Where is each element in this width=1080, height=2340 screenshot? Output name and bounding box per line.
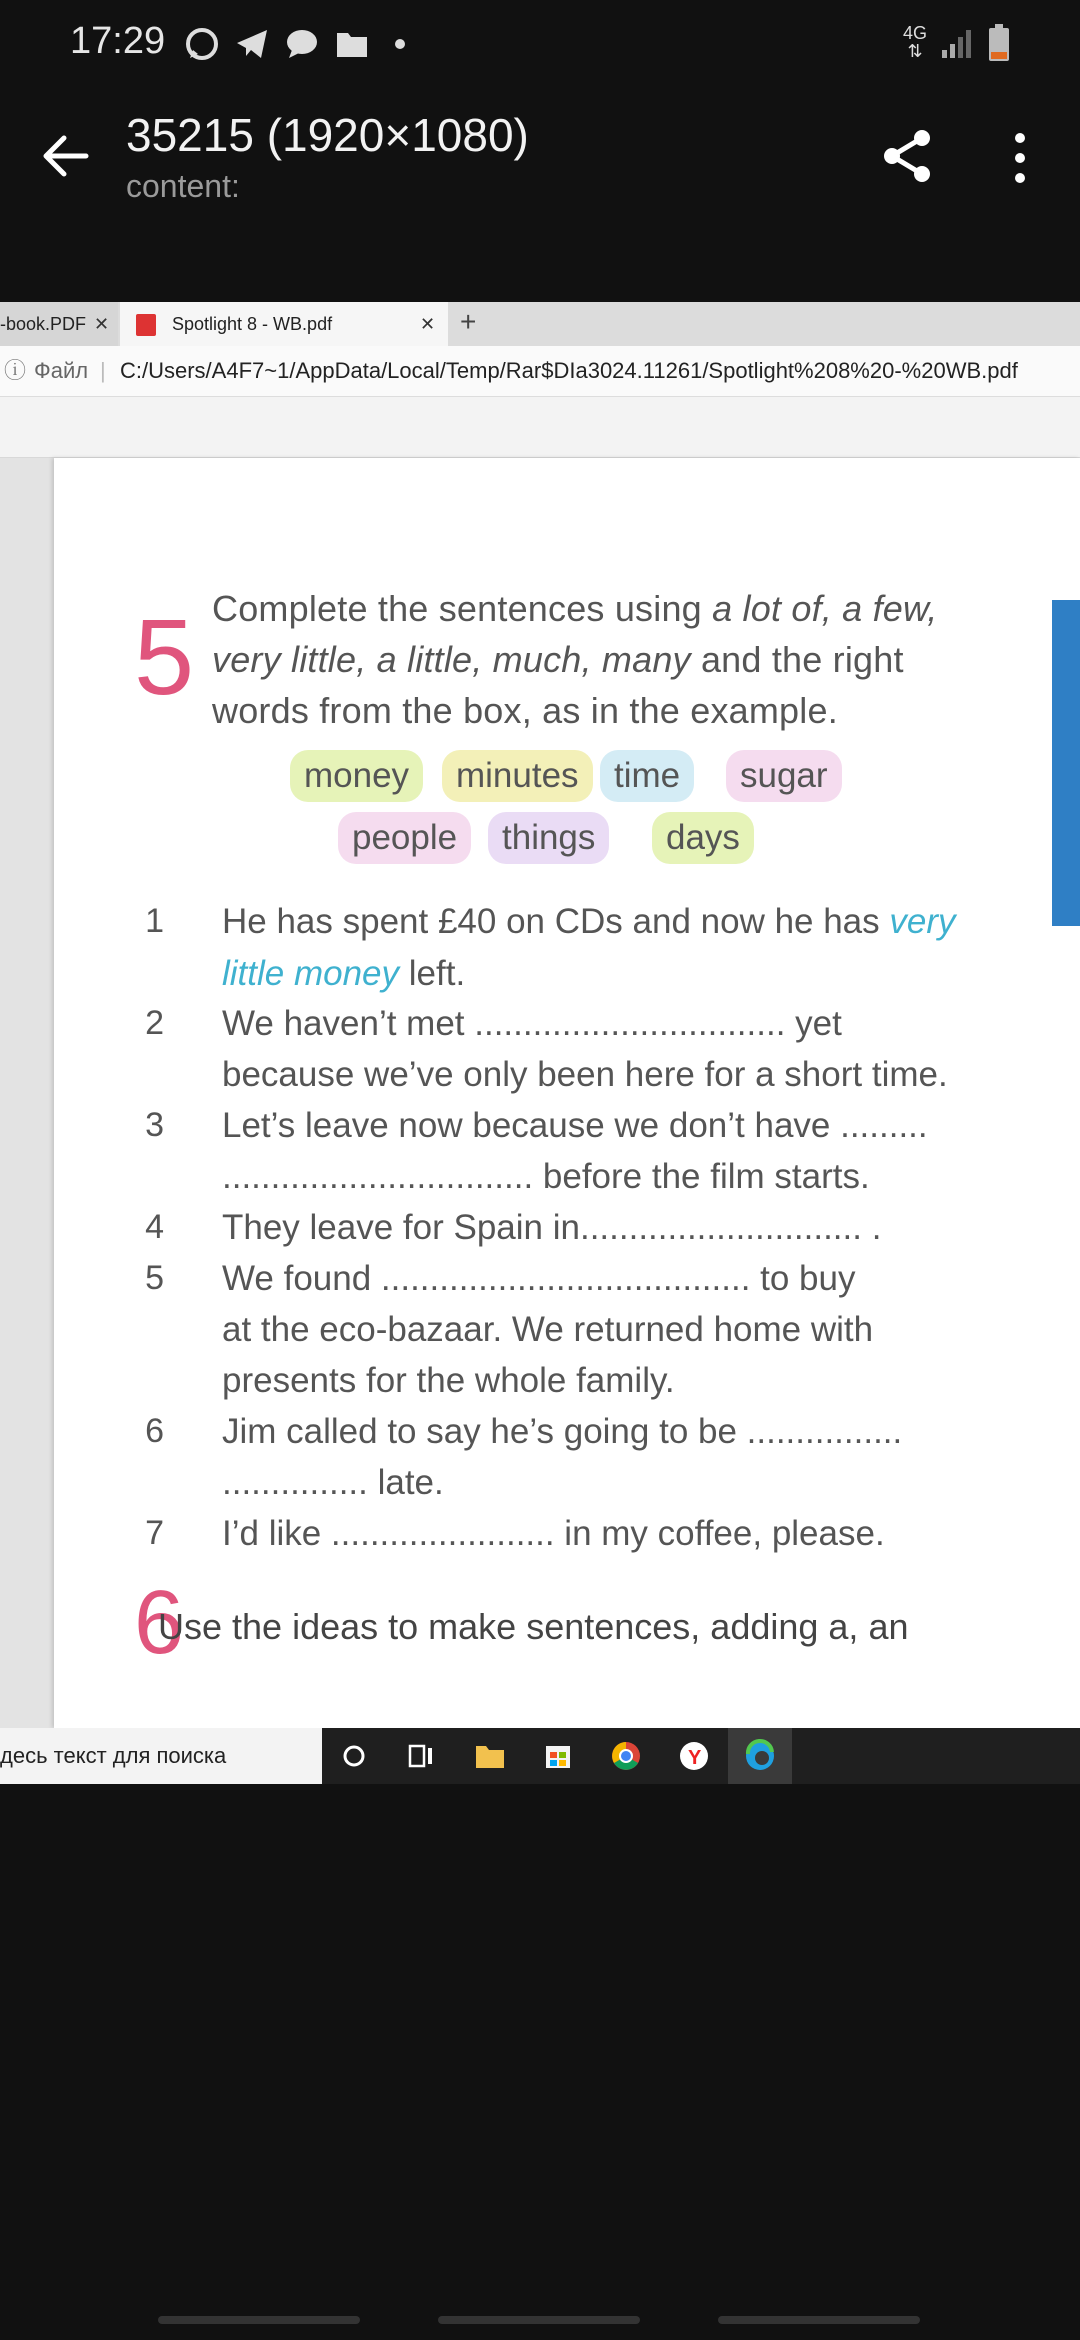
nav-bar-line xyxy=(438,2316,640,2324)
screenshot-image xyxy=(0,302,1080,1784)
nav-bar-line xyxy=(718,2316,920,2324)
yandex-icon[interactable] xyxy=(662,1728,726,1784)
back-arrow-icon[interactable] xyxy=(36,126,96,186)
item-text: little money left. xyxy=(222,954,466,993)
image-subtitle: content: xyxy=(126,168,240,204)
item-text: We haven’t met ................................ yet xyxy=(222,1004,842,1043)
taskbar-search[interactable]: десь текст для поиска xyxy=(0,1728,322,1784)
word-chip: sugar xyxy=(726,750,842,802)
word-chip: people xyxy=(338,812,471,864)
image-title: 35215 (1920×1080) xyxy=(126,109,529,161)
signal-icon xyxy=(940,26,974,60)
item-text: Let’s leave now because we don’t have ......... xyxy=(222,1106,928,1145)
item-text: I’d like ....................... in my coffee, please. xyxy=(222,1514,885,1553)
telegram-icon xyxy=(234,26,270,62)
folder-icon xyxy=(334,26,370,62)
battery-icon xyxy=(988,24,1010,62)
word-chip: time xyxy=(600,750,694,802)
divider: | xyxy=(100,358,106,383)
next-exercise-text: Use the ideas to make sentences, adding a, an xyxy=(158,1606,909,1647)
tab-label: -book.PDF xyxy=(0,314,87,334)
pdf-viewer[interactable] xyxy=(0,458,1080,1728)
instruction-line-2: very little, a little, much, many and the right xyxy=(212,639,904,680)
item-text: ............... late. xyxy=(222,1463,444,1502)
item-number: 3 xyxy=(145,1106,164,1144)
item-number: 1 xyxy=(145,902,164,940)
item-number: 7 xyxy=(145,1514,164,1552)
address-url: C:/Users/A4F7~1/AppData/Local/Temp/Rar$DIa3024.11261/Spotlight%208%20-%20WB.pdf xyxy=(120,358,1018,383)
share-icon[interactable] xyxy=(878,126,938,186)
close-icon[interactable]: ✕ xyxy=(420,314,436,334)
word-chip: minutes xyxy=(442,750,593,802)
store-icon[interactable] xyxy=(526,1728,590,1784)
svg-text:Y: Y xyxy=(688,1747,702,1769)
file-explorer-icon[interactable] xyxy=(458,1728,522,1784)
pdf-icon xyxy=(136,314,156,336)
address-prefix: Файл xyxy=(34,358,89,383)
item-number: 6 xyxy=(145,1412,164,1450)
pdf-toolbar xyxy=(0,397,1080,458)
task-view-icon[interactable] xyxy=(388,1728,452,1784)
instruction-line-3: words from the box, as in the example. xyxy=(212,690,838,731)
dot-icon xyxy=(394,38,406,50)
word-chip: money xyxy=(290,750,423,802)
item-number: 2 xyxy=(145,1004,164,1042)
next-exercise-number: 6 xyxy=(134,1573,185,1673)
address-bar[interactable] xyxy=(0,346,1080,397)
chat-icon xyxy=(284,26,320,62)
browser-tab-active[interactable] xyxy=(120,302,448,346)
status-time: 17:29 xyxy=(70,20,166,62)
item-text: They leave for Spain in............................. . xyxy=(222,1208,882,1247)
cortana-icon[interactable] xyxy=(322,1728,386,1784)
word-chip: things xyxy=(488,812,609,864)
item-text: He has spent £40 on CDs and now he has very xyxy=(222,902,956,941)
browser-tab-bar xyxy=(0,302,1080,346)
new-tab-icon[interactable]: + xyxy=(460,306,477,337)
chrome-icon[interactable] xyxy=(594,1728,658,1784)
item-text: because we’ve only been here for a short time. xyxy=(222,1055,948,1094)
edge-icon[interactable] xyxy=(728,1728,792,1784)
exercise-number: 5 xyxy=(134,596,195,717)
info-icon: ⓘ xyxy=(4,358,27,383)
item-text: We found ...................................... to buy xyxy=(222,1259,856,1298)
status-bar xyxy=(0,0,1080,90)
page-edge-strip xyxy=(1052,600,1080,926)
close-icon[interactable]: ✕ xyxy=(94,314,110,334)
word-chip: days xyxy=(652,812,754,864)
pdf-page xyxy=(54,458,1080,1728)
tab-label: Spotlight 8 - WB.pdf xyxy=(172,314,333,334)
more-options-icon[interactable] xyxy=(994,128,1046,188)
item-number: 4 xyxy=(145,1208,164,1246)
whatsapp-icon xyxy=(184,26,220,62)
windows-taskbar xyxy=(0,1728,1080,1784)
item-text: at the eco-bazaar. We returned home with xyxy=(222,1310,874,1349)
nav-bar-line xyxy=(158,2316,360,2324)
item-text: presents for the whole family. xyxy=(222,1361,675,1400)
item-text: Jim called to say he’s going to be ................ xyxy=(222,1412,903,1451)
browser-tab[interactable] xyxy=(0,302,118,346)
instruction-line-1: Complete the sentences using a lot of, a few, xyxy=(212,588,938,629)
item-number: 5 xyxy=(145,1259,164,1297)
network-type: 4G ⇅ xyxy=(902,23,927,61)
item-text: ................................ before the film starts. xyxy=(222,1157,870,1196)
